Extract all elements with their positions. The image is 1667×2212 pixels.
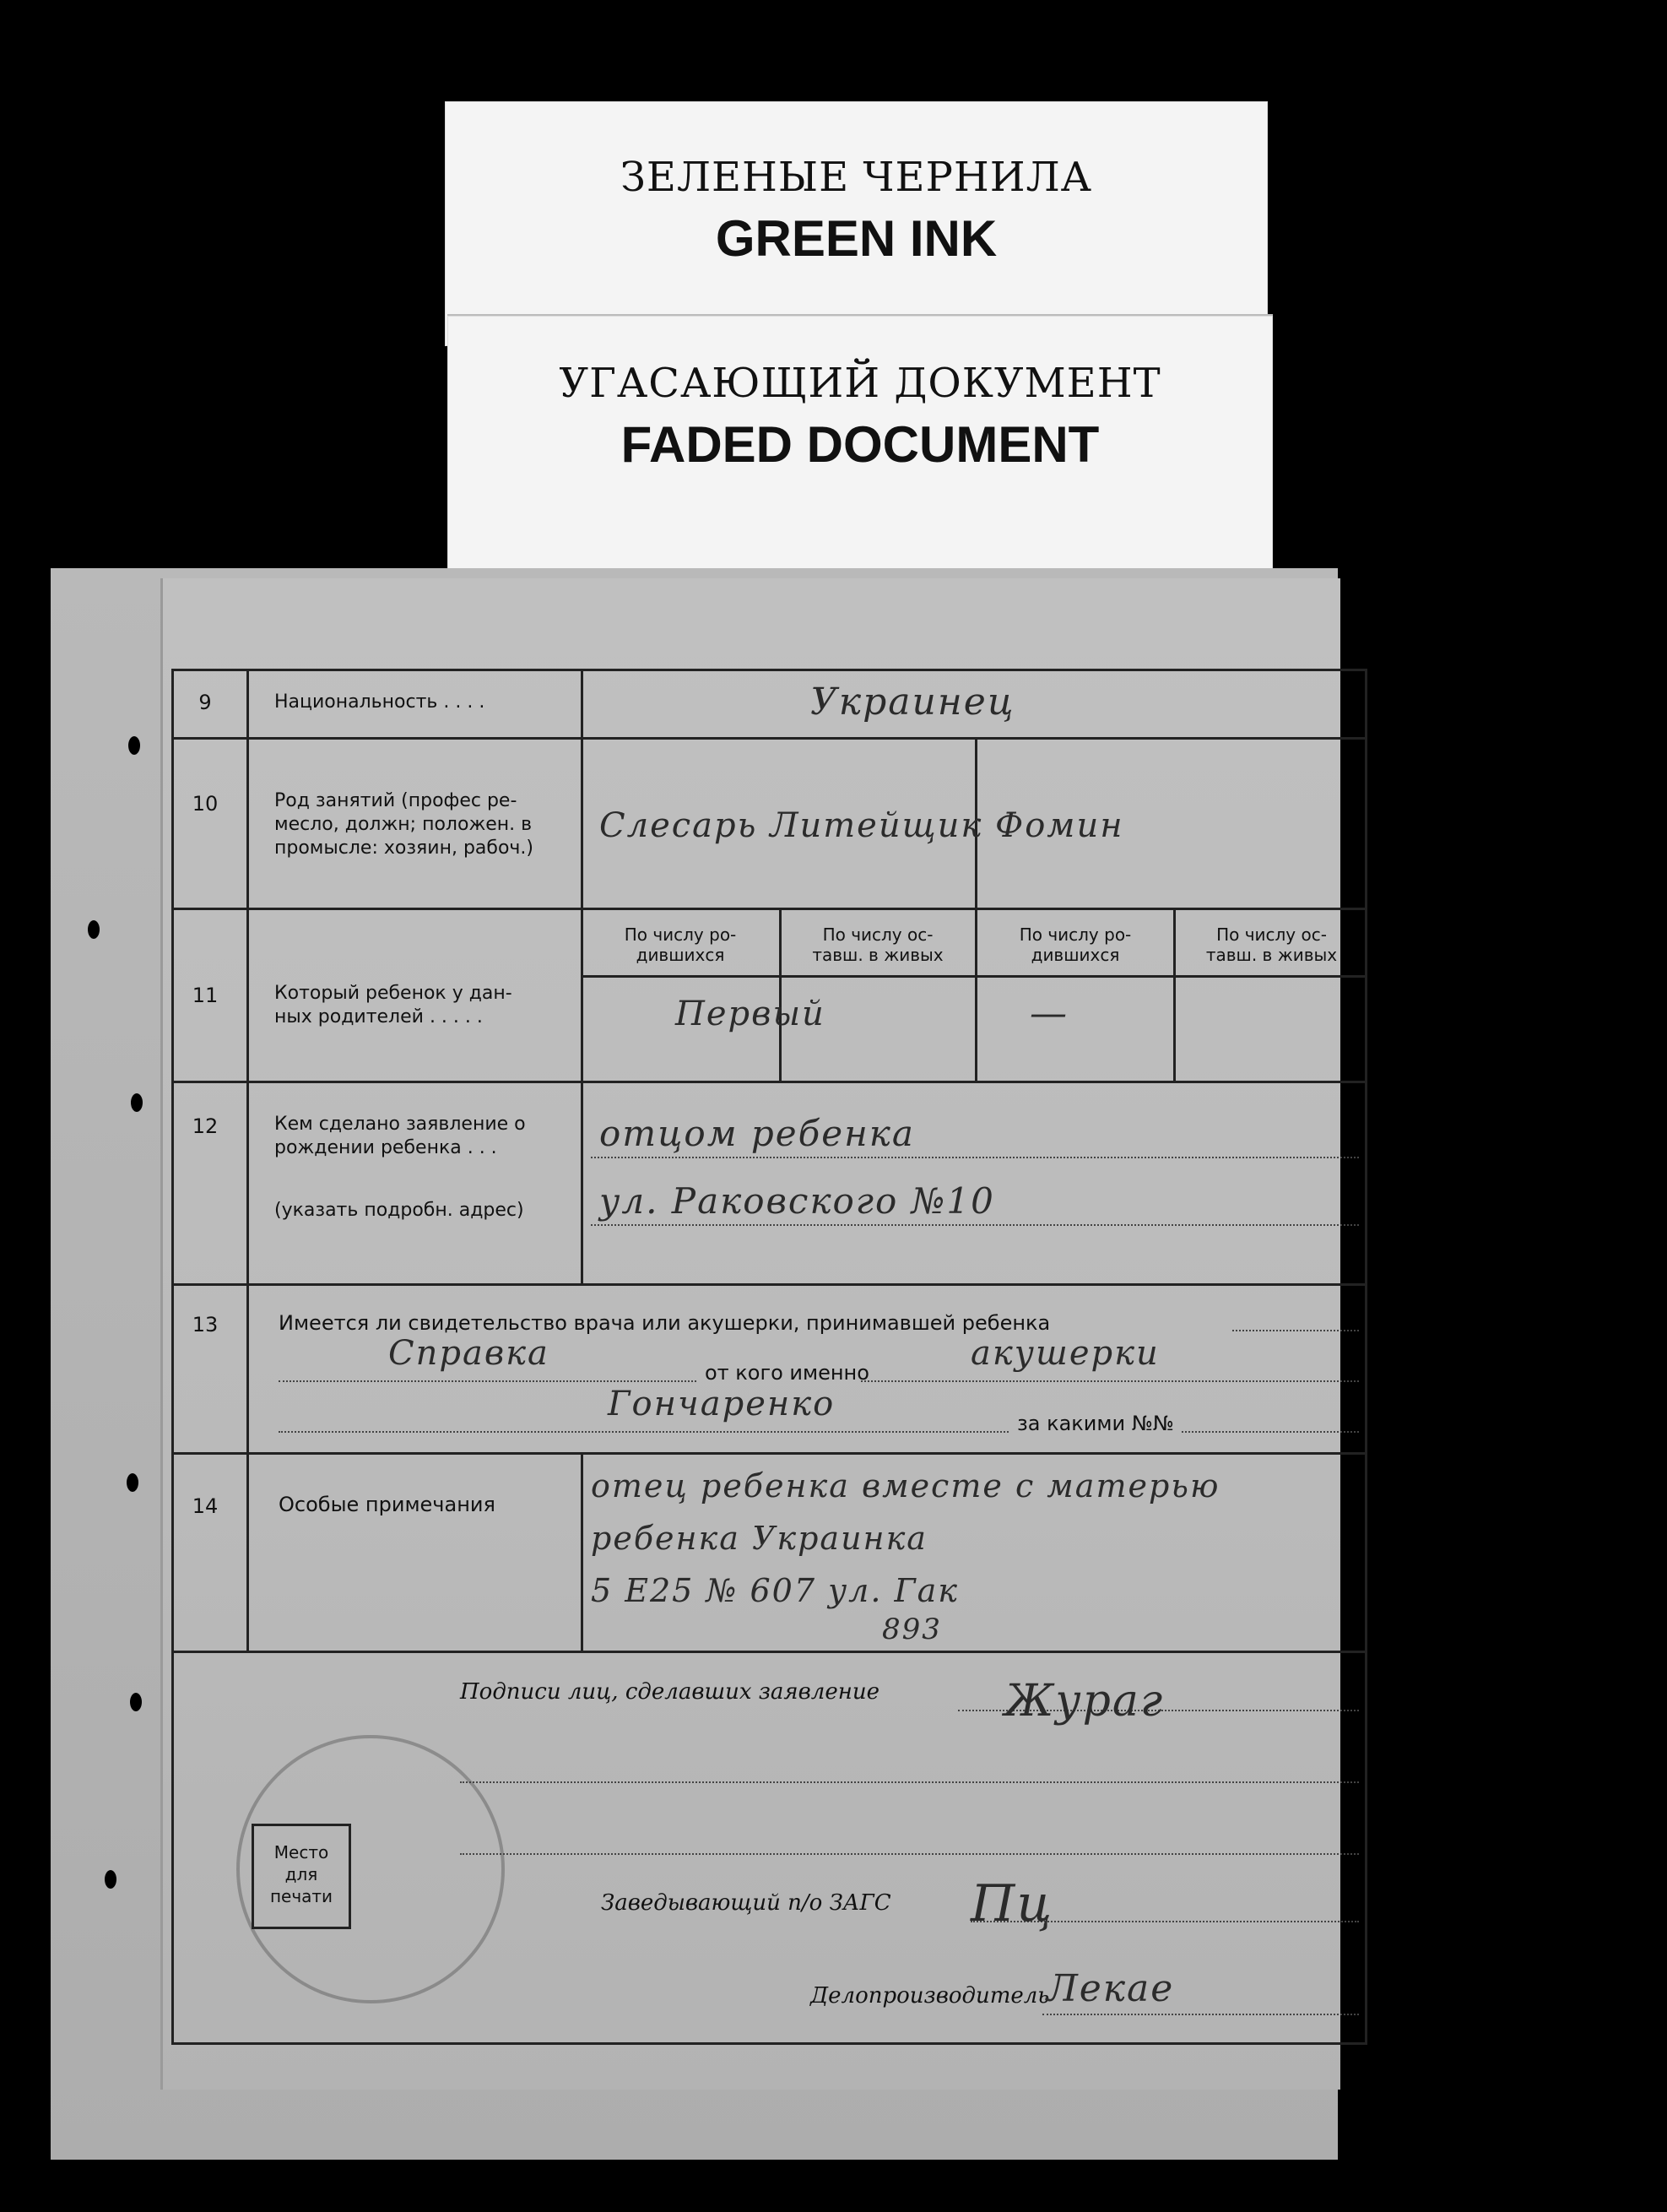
row-13-value-1: Справка bbox=[388, 1334, 549, 1373]
row-12-value-2: ул. Раковского №10 bbox=[599, 1180, 995, 1222]
punch-hole bbox=[1546, 1486, 1558, 1504]
row-14-value-3: 5 Е25 № 607 ул. Гак bbox=[591, 1572, 959, 1609]
row-divider bbox=[171, 1452, 1367, 1455]
row-11-label-2: ных родителей . . . . . bbox=[274, 1006, 483, 1027]
registrar-label: Заведывающий п/о ЗАГС bbox=[601, 1890, 891, 1916]
green-ink-en: GREEN INK bbox=[715, 210, 998, 267]
row-divider bbox=[171, 1283, 1367, 1286]
row-11-label-1: Который ребенок у дан- bbox=[274, 983, 512, 1004]
dotted-line bbox=[591, 1224, 1359, 1226]
punch-hole bbox=[128, 736, 140, 755]
faded-document-ru: УГАСАЮЩИЙ ДОКУМЕНТ bbox=[559, 360, 1161, 407]
punch-hole bbox=[130, 1693, 142, 1711]
punch-hole bbox=[1540, 1102, 1552, 1120]
col-divider bbox=[975, 737, 977, 1081]
punch-hole bbox=[131, 1093, 143, 1112]
row-12-label-2: рождении ребенка . . . bbox=[274, 1137, 497, 1158]
row-11-value-dash: — bbox=[1030, 992, 1069, 1035]
row-10-label-3: промысле: хозяин, рабоч.) bbox=[274, 838, 534, 859]
row-13-question: Имеется ли свидетельство врача или акушерки, принимавшей ребенка bbox=[279, 1311, 1051, 1335]
dotted-line bbox=[460, 1781, 1359, 1783]
row-11-col1-header: По числу ро- дившихся bbox=[624, 924, 737, 965]
faded-document-en: FADED DOCUMENT bbox=[620, 416, 1100, 473]
dotted-line bbox=[591, 1157, 1359, 1158]
punch-hole bbox=[1477, 1777, 1489, 1796]
row-9-number: 9 bbox=[198, 691, 212, 714]
row-12-label-1: Кем сделано заявление о bbox=[274, 1114, 526, 1135]
signatures-label: Подписи лиц, сделавших заявление bbox=[460, 1679, 880, 1705]
row-11-value-first: Первый bbox=[675, 995, 825, 1033]
row-11-col4-header: По числу ос- тавш. в живых bbox=[1205, 924, 1338, 965]
punch-hole bbox=[1578, 929, 1590, 947]
punch-hole bbox=[105, 1870, 116, 1889]
subheader-divider bbox=[581, 975, 1367, 978]
row-divider bbox=[171, 1651, 1367, 1653]
dotted-line bbox=[861, 1380, 1359, 1382]
dotted-line bbox=[1232, 1330, 1359, 1331]
row-10-value: Слесарь Литейщик Фомин bbox=[599, 806, 1124, 845]
punch-hole bbox=[1570, 1879, 1582, 1897]
clerk-signature: Лекае bbox=[1047, 1967, 1175, 2010]
applicant-signature: Жураг bbox=[1004, 1676, 1165, 1727]
green-ink-ru: ЗЕЛЕНЫЕ ЧЕРНИЛА bbox=[620, 154, 1092, 201]
col-divider bbox=[246, 669, 249, 1651]
row-11-col2-header: По числу ос- тавш. в живых bbox=[812, 924, 944, 965]
row-10-number: 10 bbox=[192, 792, 219, 816]
row-13-numbers: за какими №№ bbox=[1017, 1412, 1174, 1435]
row-10-label-1: Род занятий (профес ре- bbox=[274, 790, 517, 811]
row-14-value-4: 893 bbox=[882, 1613, 942, 1646]
faded-document-card bbox=[447, 314, 1273, 572]
dotted-line bbox=[279, 1380, 696, 1382]
row-13-number: 13 bbox=[192, 1313, 219, 1336]
row-14-label: Особые примечания bbox=[279, 1493, 495, 1516]
punch-hole bbox=[1546, 745, 1558, 763]
col-divider bbox=[581, 1452, 583, 1651]
row-12-label-3: (указать подробн. адрес) bbox=[274, 1200, 524, 1221]
row-13-from-whom: от кого именно bbox=[705, 1361, 869, 1385]
col-divider bbox=[581, 669, 583, 1283]
row-13-value-3: Гончаренко bbox=[608, 1385, 836, 1423]
row-10-label-2: месло, должн; положен. в bbox=[274, 814, 533, 835]
row-14-value-1: отец ребенка вместе с матерью bbox=[591, 1467, 1220, 1504]
dotted-line bbox=[1042, 2014, 1359, 2015]
row-12-value-1: отцом ребенка bbox=[599, 1113, 915, 1154]
stamp-place-box: Место для печати bbox=[252, 1824, 351, 1929]
row-divider bbox=[171, 1081, 1367, 1083]
row-11-number: 11 bbox=[192, 984, 219, 1007]
dotted-line bbox=[460, 1853, 1359, 1855]
registrar-signature: Пц bbox=[971, 1874, 1054, 1933]
dotted-line bbox=[1182, 1431, 1359, 1433]
row-11-col3-header: По числу ро- дившихся bbox=[1019, 924, 1132, 965]
row-divider bbox=[171, 908, 1367, 910]
row-9-label: Национальность . . . . bbox=[274, 691, 485, 713]
dotted-line bbox=[279, 1431, 1009, 1433]
row-14-number: 14 bbox=[192, 1494, 219, 1518]
row-13-value-2: акушерки bbox=[971, 1334, 1160, 1373]
punch-hole bbox=[127, 1473, 138, 1492]
clerk-label: Делопроизводитель bbox=[810, 1983, 1050, 2009]
row-divider bbox=[171, 737, 1367, 740]
row-12-number: 12 bbox=[192, 1114, 219, 1138]
punch-hole bbox=[88, 920, 100, 939]
row-9-value: Украинец bbox=[810, 680, 1015, 724]
row-14-value-2: ребенка Украинка bbox=[591, 1520, 928, 1557]
green-ink-card bbox=[445, 101, 1268, 346]
